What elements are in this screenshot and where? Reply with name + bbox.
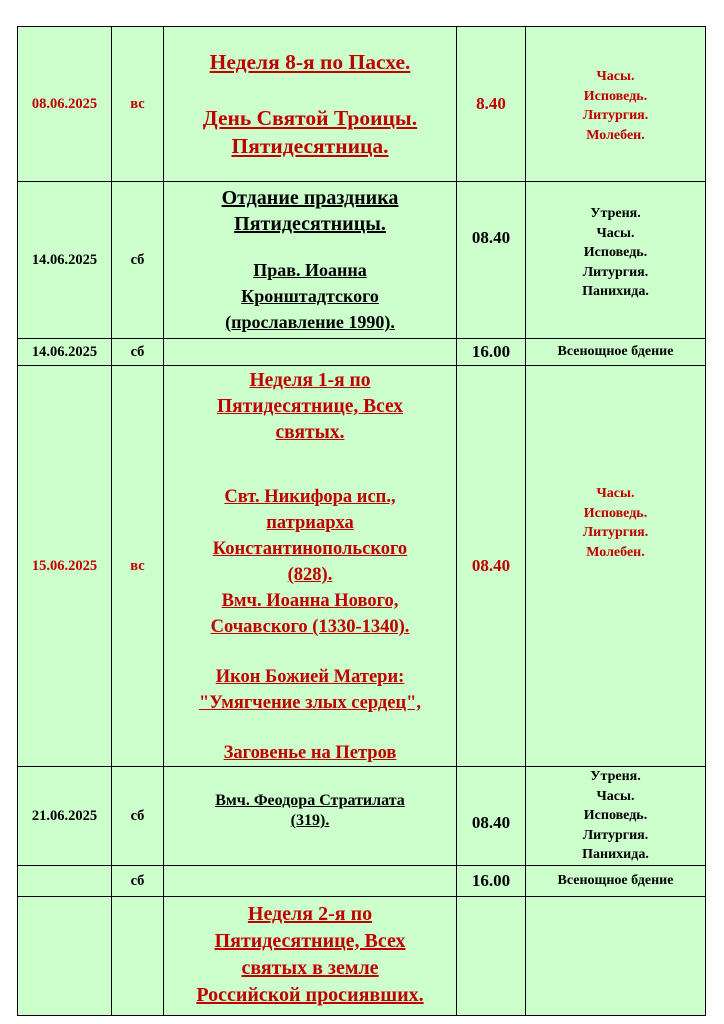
service-line: Утреня. xyxy=(590,769,641,785)
schedule-row xyxy=(18,866,706,897)
date-cell: 14.06.2025 xyxy=(18,339,112,366)
time-cell xyxy=(457,897,526,1016)
feast-line: святых в земле xyxy=(241,957,379,979)
time-cell: 08.40 xyxy=(457,366,526,767)
weekday-cell xyxy=(112,897,164,1016)
feast-cell xyxy=(164,767,457,866)
feast-line: Свт. Никифора исп., xyxy=(224,487,396,507)
service-line: Молебен. xyxy=(586,127,645,143)
date-cell: 21.06.2025 xyxy=(18,767,112,866)
service-line: Часы. xyxy=(596,225,635,241)
feast-cell xyxy=(164,866,457,897)
feast-line: Икон Божией Матери: xyxy=(215,667,405,687)
services-cell xyxy=(526,182,706,339)
schedule-row xyxy=(18,767,706,866)
feast-cell xyxy=(164,339,457,366)
services-cell xyxy=(526,767,706,866)
date-cell: 08.06.2025 xyxy=(18,27,112,182)
feast-line: Константинопольского xyxy=(212,539,408,559)
service-line: Всенощное бдение xyxy=(557,873,674,889)
services-cell xyxy=(526,366,706,767)
schedule-row xyxy=(18,339,706,366)
feast-line: (828). xyxy=(287,565,333,585)
service-line: Литургия. xyxy=(582,264,649,280)
feast-line: Вмч. Иоанна Нового, xyxy=(221,591,399,611)
service-line: Литургия. xyxy=(582,827,649,843)
feast-line: Пятидесятница. xyxy=(231,134,389,158)
time-cell: 08.40 xyxy=(457,182,526,339)
schedule-row xyxy=(18,366,706,767)
feast-line: Прав. Иоанна xyxy=(253,260,367,280)
service-line: Панихида. xyxy=(582,284,649,299)
service-line: Утреня. xyxy=(590,206,641,221)
feast-line: (319). xyxy=(290,812,330,829)
service-line: Исповедь. xyxy=(583,505,648,521)
feast-line: Пятидесятнице, Всех xyxy=(216,396,404,417)
time-cell: 8.40 xyxy=(457,27,526,182)
feast-cell xyxy=(164,182,457,339)
services-cell xyxy=(526,339,706,366)
feast-cell xyxy=(164,27,457,182)
time-cell: 08.40 xyxy=(457,767,526,866)
service-line: Литургия. xyxy=(582,108,649,123)
time-cell: 16.00 xyxy=(457,866,526,897)
service-line: Исповедь. xyxy=(583,808,648,824)
feast-line: патриарха xyxy=(266,513,354,533)
weekday-cell: сб xyxy=(112,767,164,866)
date-cell xyxy=(18,866,112,897)
feast-line: (прославление 1990). xyxy=(225,312,395,332)
feast-line: Российской просиявших. xyxy=(196,984,424,1006)
weekday-cell: сб xyxy=(112,866,164,897)
schedule-row xyxy=(18,182,706,339)
feast-line: Неделя 8-я по Пасхе. xyxy=(209,50,411,74)
schedule-row xyxy=(18,897,706,1016)
feast-line: День Святой Троицы. xyxy=(202,106,418,130)
feast-line: Неделя 2-я по xyxy=(247,903,373,925)
feast-line: Пятидесятницы. xyxy=(234,213,386,235)
service-line: Исповедь. xyxy=(583,245,648,260)
service-line: Литургия. xyxy=(582,525,649,540)
feast-cell xyxy=(164,897,457,1016)
service-line: Часы. xyxy=(596,69,635,84)
service-line: Исповедь. xyxy=(583,88,648,104)
weekday-cell: вс xyxy=(112,366,164,767)
feast-line: Вмч. Феодора Стратилата xyxy=(215,792,405,809)
services-cell xyxy=(526,27,706,182)
date-cell xyxy=(18,897,112,1016)
feast-line: Неделя 1-я по xyxy=(249,370,371,391)
feast-line: "Умягчение злых сердец", xyxy=(198,693,422,713)
schedule-row xyxy=(18,27,706,182)
services-cell xyxy=(526,866,706,897)
service-line: Панихида. xyxy=(582,847,649,863)
service-line: Часы. xyxy=(596,788,635,804)
feast-line: Заговенье на Петров xyxy=(223,743,397,763)
service-line: Всенощное бдение xyxy=(557,344,674,360)
time-cell: 16.00 xyxy=(457,339,526,366)
weekday-cell: сб xyxy=(112,182,164,339)
feast-line: Отдание праздника xyxy=(221,187,399,209)
schedule-table xyxy=(17,26,706,1016)
service-line: Молебен. xyxy=(586,544,645,560)
service-line: Часы. xyxy=(596,486,635,501)
date-cell: 14.06.2025 xyxy=(18,182,112,339)
weekday-cell: вс xyxy=(112,27,164,182)
services-cell xyxy=(526,897,706,1016)
date-cell: 15.06.2025 xyxy=(18,366,112,767)
feast-line: Пятидесятнице, Всех xyxy=(214,930,406,952)
feast-line: Сочавского (1330-1340). xyxy=(210,617,410,637)
feast-line: Кронштадтского xyxy=(241,286,379,306)
feast-line: святых. xyxy=(275,422,345,443)
weekday-cell: сб xyxy=(112,339,164,366)
feast-cell xyxy=(164,366,457,767)
